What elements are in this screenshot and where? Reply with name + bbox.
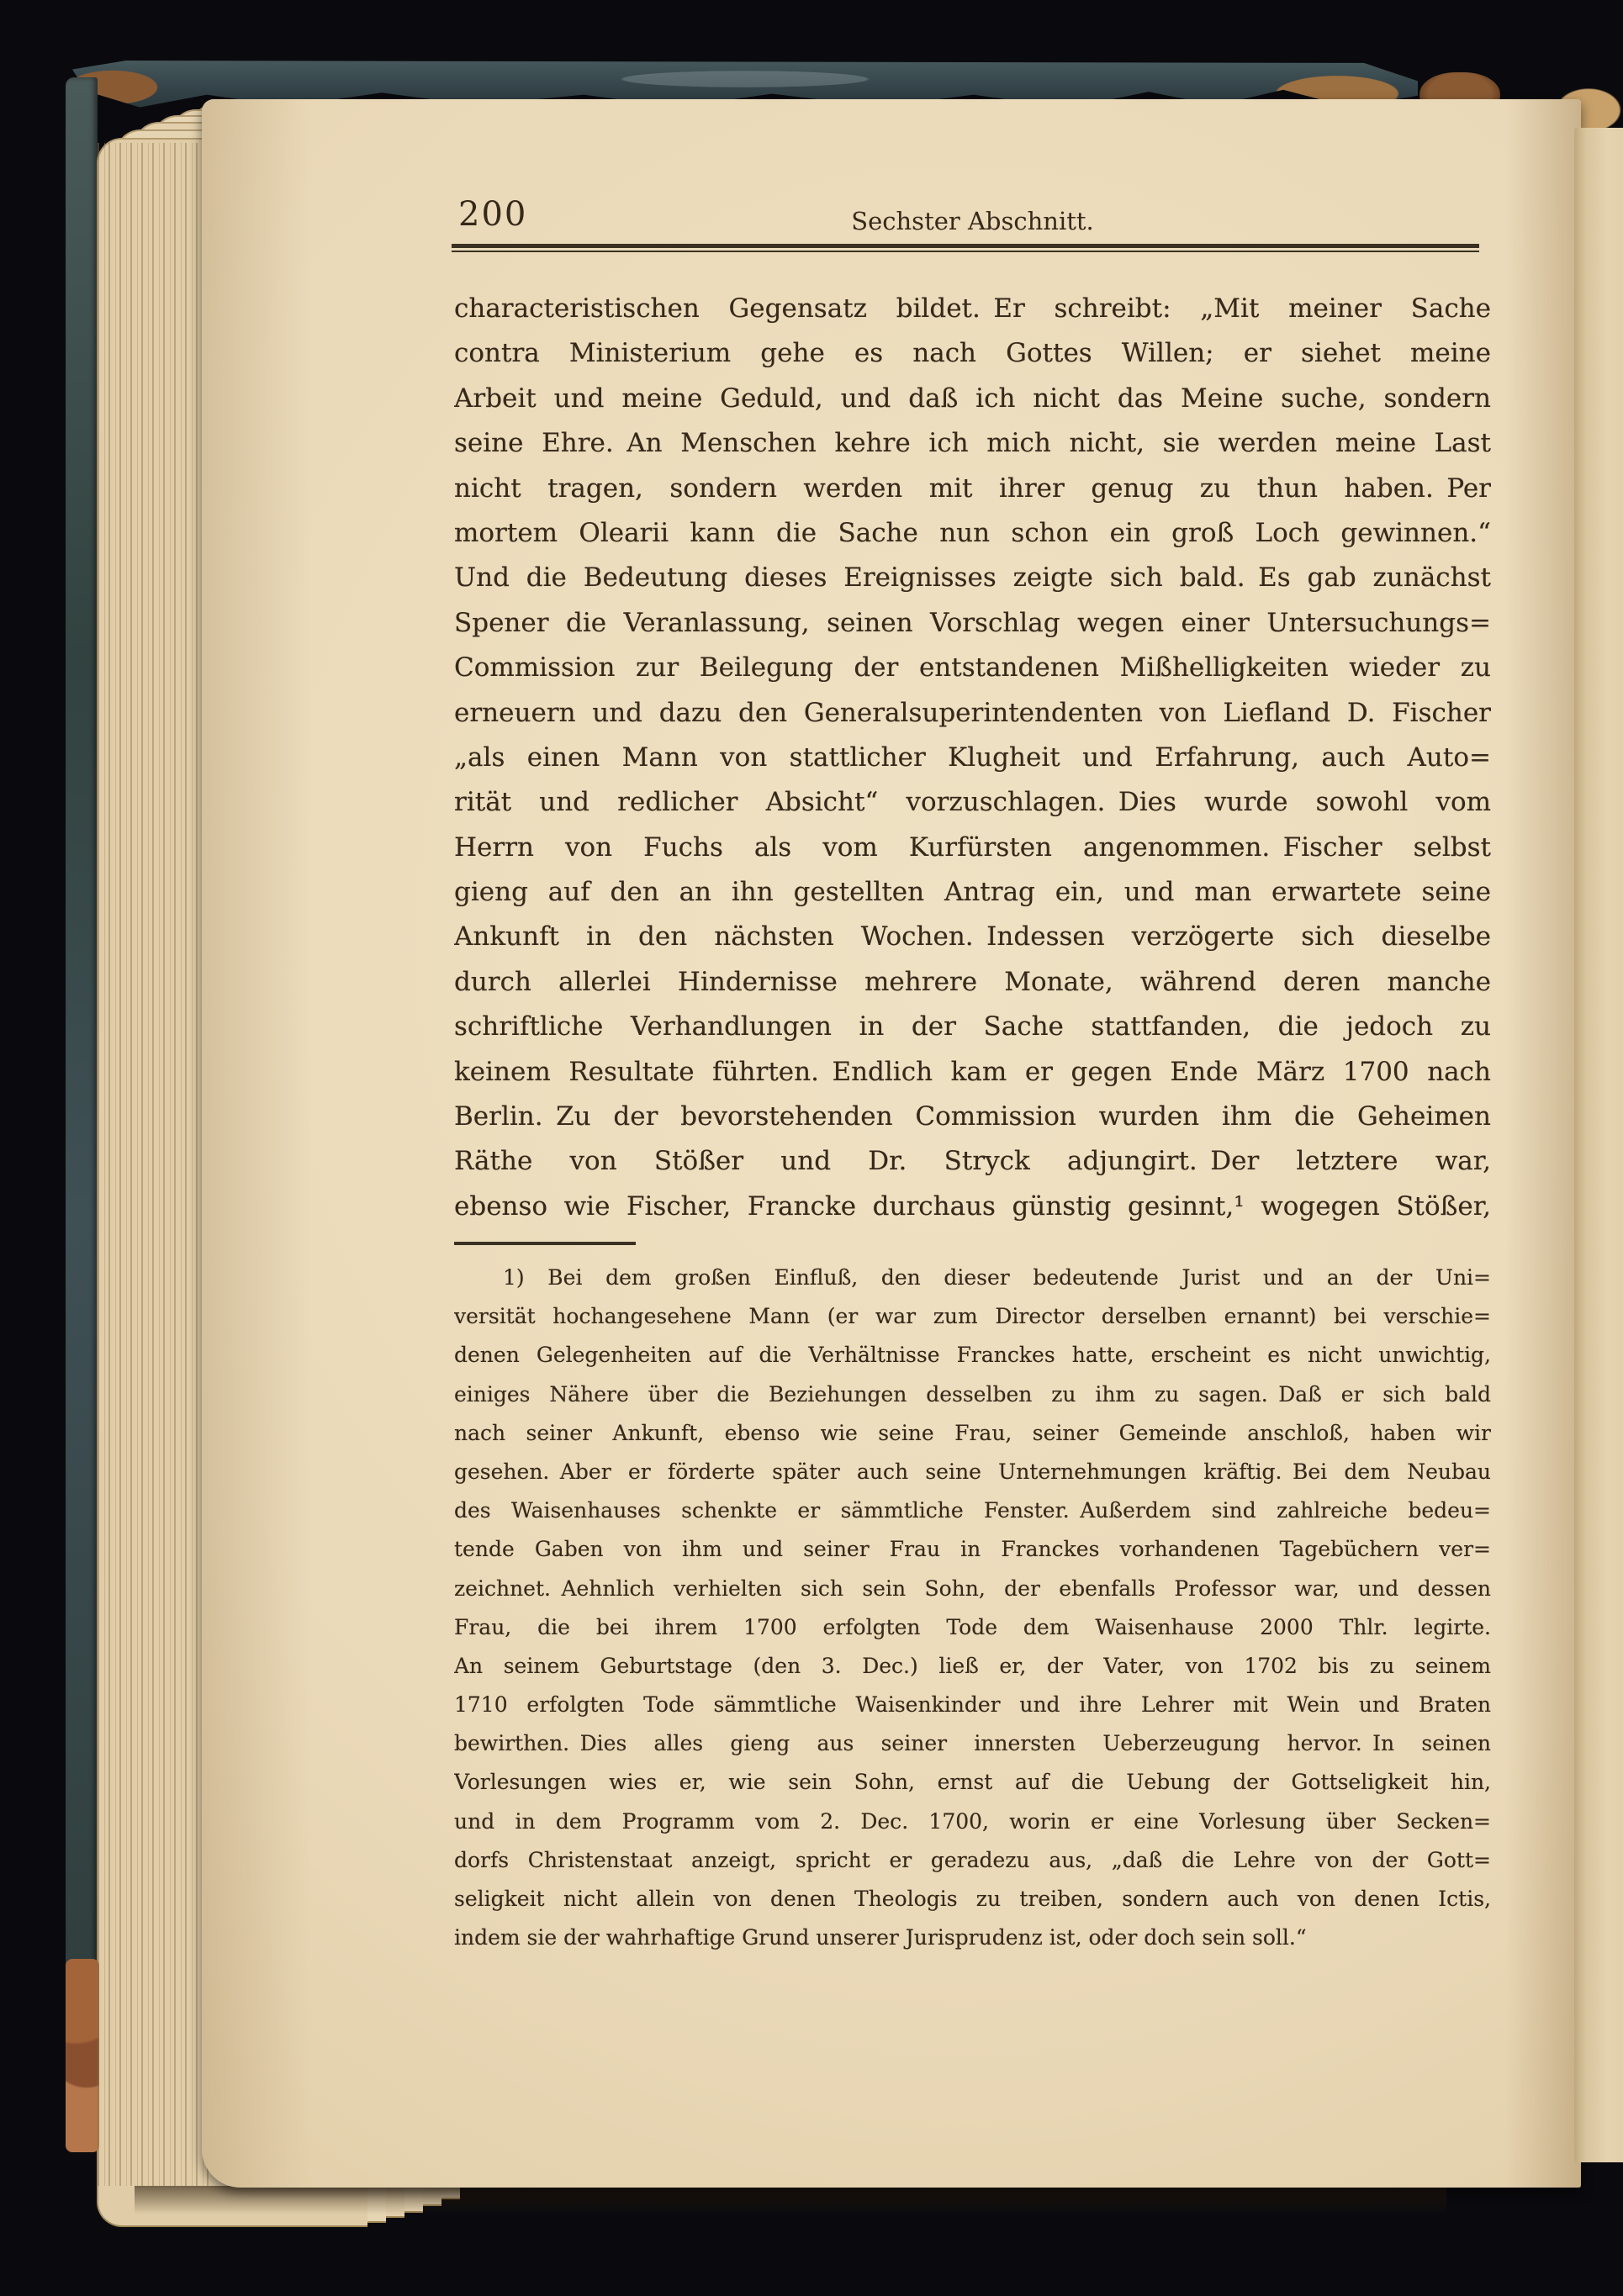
footnote-line: An seinem Geburtstage (den 3. Dec.) ließ er, der Vater, von 1702 bis zu seinem bbox=[454, 1653, 1491, 1678]
body-text-line: ebenso wie Fischer, Francke durchaus günstig gesinnt,¹ wogegen Stößer, bbox=[454, 1190, 1491, 1222]
body-text-line: characteristischen Gegensatz bildet. Er schreibt: „Mit meiner Sache bbox=[454, 293, 1491, 324]
body-text-line: nicht tragen, sondern werden mit ihrer genug zu thun haben. Per bbox=[454, 472, 1491, 504]
body-text-line: rität und redlicher Absicht“ vorzuschlagen. Dies wurde sowohl vom bbox=[454, 787, 1491, 818]
footnote-line: tende Gaben von ihm und seiner Frau in Franckes vorhandenen Tagebüchern ver= bbox=[454, 1537, 1491, 1562]
body-text-line: Und die Bedeutung dieses Ereignisses zeigte sich bald. Es gab zunächst bbox=[454, 562, 1491, 594]
footnote-line: einiges Nähere über die Beziehungen desselben zu ihm zu sagen. Daß er sich bald bbox=[454, 1381, 1491, 1407]
body-text-line: Berlin. Zu der bevorstehenden Commission wurden ihm die Geheimen bbox=[454, 1101, 1491, 1132]
body-text-line: Commission zur Beilegung der entstandenen Mißhelligkeiten wieder zu bbox=[454, 652, 1491, 684]
footnote-text bbox=[454, 1259, 1491, 1957]
body-text-line: Herrn von Fuchs als vom Kurfürsten angenommen. Fischer selbst bbox=[454, 831, 1491, 863]
footnote-line: und in dem Programm vom 2. Dec. 1700, worin er eine Vorlesung über Secken= bbox=[454, 1808, 1491, 1834]
body-text-line: erneuern und dazu den Generalsuperintendenten von Liefland D. Fischer bbox=[454, 697, 1491, 728]
body-text-line: „als einen Mann von stattlicher Klugheit und Erfahrung, auch Auto= bbox=[454, 742, 1491, 773]
page-number: 200 bbox=[458, 195, 528, 234]
footnote-line: nach seiner Ankunft, ebenso wie seine Frau, seiner Gemeinde anschloß, haben wir bbox=[454, 1420, 1491, 1445]
footnote-line: seligkeit nicht allein von denen Theologis zu treiben, sondern auch von denen Ictis, bbox=[454, 1887, 1491, 1911]
body-text bbox=[454, 287, 1491, 1229]
body-text-line: Räthe von Stößer und Dr. Stryck adjungirt. Der letztere war, bbox=[454, 1146, 1491, 1177]
footnote-separator bbox=[454, 1242, 636, 1245]
body-text-line: contra Ministerium gehe es nach Gottes Willen; er siehet meine bbox=[454, 338, 1491, 369]
footnote-line: 1) Bei dem großen Einfluß, den dieser bedeutende Jurist und an der Uni= bbox=[503, 1265, 1491, 1290]
footnote-line: gesehen. Aber er förderte später auch seine Unternehmungen kräftig. Bei dem Neubau bbox=[454, 1459, 1491, 1484]
footnote-line: bewirthen. Dies alles gieng aus seiner innersten Ueberzeugung hervor. In seinen bbox=[454, 1731, 1491, 1756]
body-text-line: keinem Resultate führten. Endlich kam er gegen Ende März 1700 nach bbox=[454, 1056, 1491, 1087]
footnote-line: denen Gelegenheiten auf die Verhältnisse Franckes hatte, erscheint es nicht unwichtig, bbox=[454, 1343, 1491, 1368]
running-header: Sechster Abschnitt. bbox=[851, 207, 1094, 235]
body-text-line: gieng auf den an ihn gestellten Antrag ein, und man erwartete seine bbox=[454, 877, 1491, 908]
body-text-line: seine Ehre. An Menschen kehre ich mich nicht, sie werden meine Last bbox=[454, 428, 1491, 459]
header-rule bbox=[452, 244, 1479, 258]
body-text-line: mortem Olearii kann die Sache nun schon ein groß Loch gewinnen.“ bbox=[454, 517, 1491, 548]
body-text-line: Ankunft in den nächsten Wochen. Indessen verzögerte sich dieselbe bbox=[454, 921, 1491, 953]
footnote-line: dorfs Christenstaat anzeigt, spricht er geradezu aus, „daß die Lehre von der Gott= bbox=[454, 1847, 1491, 1872]
footnote-line: Frau, die bei ihrem 1700 erfolgten Tode dem Waisenhause 2000 Thlr. legirte. bbox=[454, 1614, 1491, 1639]
footnote-line: 1710 erfolgten Tode sämmtliche Waisenkinder und ihre Lehrer mit Wein und Braten bbox=[454, 1692, 1491, 1718]
body-text-line: Arbeit und meine Geduld, und daß ich nicht das Meine suche, sondern bbox=[454, 383, 1491, 414]
footnote-line: versität hochangesehene Mann (er war zum Director derselben ernannt) bei verschie= bbox=[454, 1304, 1491, 1329]
body-text-line: schriftliche Verhandlungen in der Sache stattfanden, die jedoch zu bbox=[454, 1011, 1491, 1042]
footnote-line: indem sie der wahrhaftige Grund unserer Jurisprudenz ist, oder doch sein soll.“ bbox=[454, 1925, 1307, 1950]
footnote-line: Vorlesungen wies er, wie sein Sohn, ernst auf die Uebung der Gottseligkeit hin, bbox=[454, 1770, 1491, 1795]
body-text-line: durch allerlei Hindernisse mehrere Monate, während deren manche bbox=[454, 966, 1491, 997]
body-text-line: Spener die Veranlassung, seinen Vorschlag wegen einer Untersuchungs= bbox=[454, 607, 1491, 638]
footnote-line: des Waisenhauses schenkte er sämmtliche Fenster. Außerdem sind zahlreiche bedeu= bbox=[454, 1498, 1491, 1523]
footnote-line: zeichnet. Aehnlich verhielten sich sein Sohn, der ebenfalls Professor war, und dessen bbox=[454, 1576, 1491, 1601]
